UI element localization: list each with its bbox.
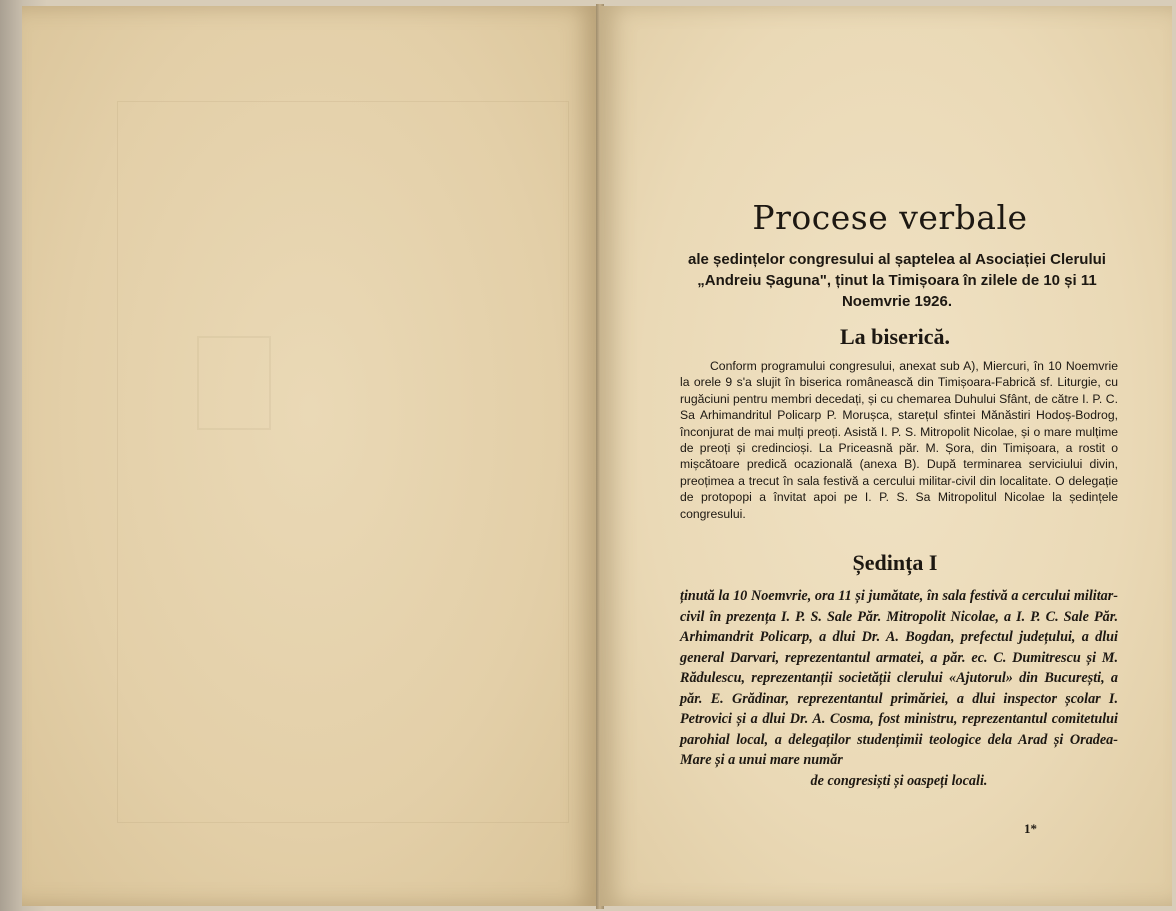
- bleed-through-emblem: [197, 336, 271, 430]
- session-1-last-line: de congresiști și oaspeți locali.: [810, 772, 988, 789]
- section-heading-session-1: Ședința I: [852, 550, 938, 575]
- right-page: [600, 6, 1172, 906]
- left-page: [22, 6, 599, 906]
- section-text-church: Conform programului congresului, anexat sub A), Miercuri, în 10 Noemvrie la orele 9 s'a slujit în biserica românească din Timișoara-Fabrică sf. Liturgie, cu rugăciuni pentru membri decedați, și cu chemarea Duhului Sfânt, de către I. P. C. Sa Arhimandritul Policarp P. Morușca, starețul sfintei Mănăstiri Hodoș-Bodrog, înconjurat de mai mulți preoți. Asistă I. P. S. Mitropolit Nicolae, și o mare mulțime de preoți și credincioși. La Priceasnă păr. M. Șora, din Timișoara, a rostit o mișcătoare predică ocazională (anexa B). După terminarea serviciului divin, preoțimea a trecut în sala festivă a cercului militar-civil din localitate. O delegație de protopopi a învitat apoi pe I. P. S. Sa Mitropolitul Nicolae la ședințele congresului.: [680, 359, 1118, 521]
- section-text-session-1: [680, 586, 1118, 791]
- section-heading-church: La biserică.: [840, 324, 950, 349]
- page-title: Procese verbale: [752, 198, 1028, 237]
- page-subtitle: ale ședințelor congresului al șaptelea al Asociației Clerului „Andreiu Șaguna", ținut la Timișoara în zilele de 10 și 11 Noemvrie 1926.: [688, 251, 1106, 310]
- session-1-body: ținută la 10 Noemvrie, ora 11 și jumătate, în sala festivă a cercului militar-civil în prezența I. P. S. Sale Păr. Mitropolit Nicolae, a I. P. C. Sale Păr. Arhimandrit Policarp, a dlui Dr. A. Bogdan, prefectul județului, a dlui general Darvari, reprezentantul armatei, a păr. ec. C. Dumitrescu și M. Rădulescu, reprezentanții societății clerului «Ajutorul» din București, a păr. E. Grădinar, reprezentantul primăriei, a dlui inspector școlar I. Petrovici și a dlui Dr. A. Cosma, fost ministru, reprezentantul comitetului parohial local, a delegaților studențimii teologice dela Arad și Oradea-Mare și a unui mare număr: [680, 588, 1118, 768]
- bleed-through-frame: [117, 101, 569, 823]
- signature-mark: 1*: [1024, 821, 1037, 836]
